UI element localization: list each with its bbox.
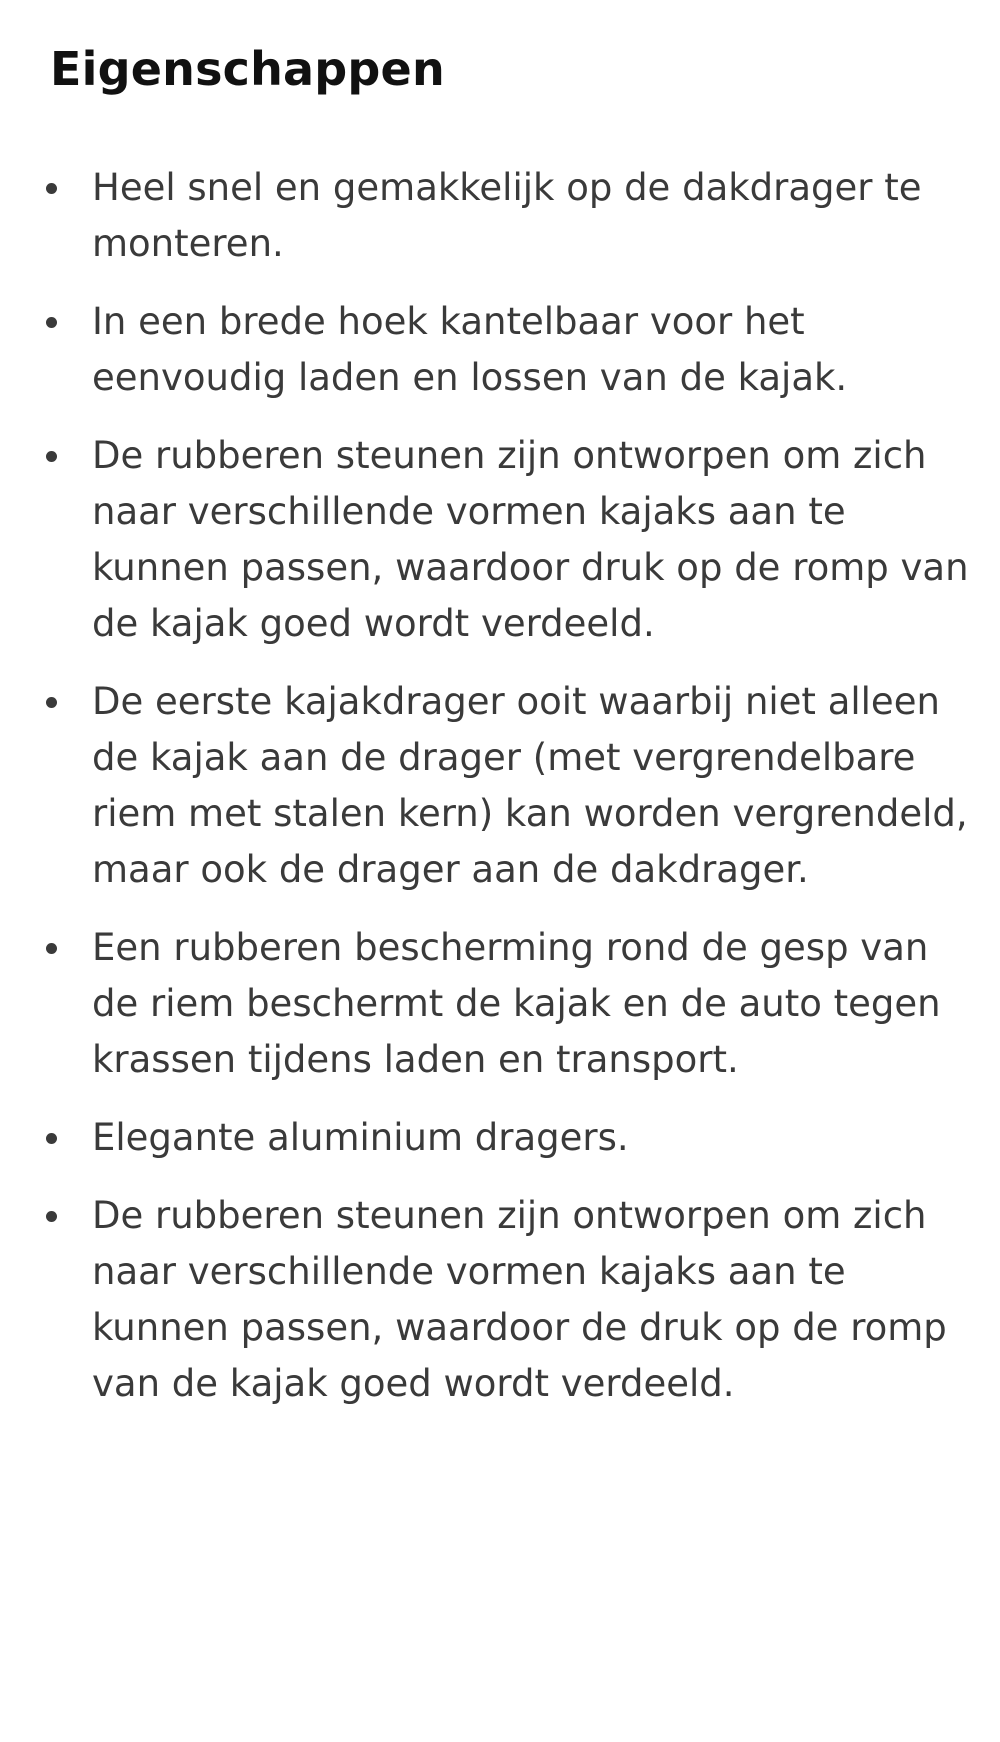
feature-item bbox=[50, 294, 982, 406]
feature-text: In een brede hoek kantelbaar voor het eenvoudig laden en lossen van de kajak. bbox=[92, 300, 848, 399]
feature-item bbox=[50, 674, 982, 898]
features-list bbox=[50, 160, 969, 1412]
bullet-icon bbox=[46, 317, 57, 328]
bullet-icon bbox=[46, 1133, 57, 1144]
feature-item bbox=[50, 1188, 982, 1412]
feature-item bbox=[50, 920, 982, 1088]
bullet-icon bbox=[46, 697, 57, 708]
bullet-icon bbox=[46, 183, 57, 194]
feature-text: De eerste kajakdrager ooit waarbij niet alleen de kajak aan de drager (met vergrendelbare riem met stalen kern) kan worden vergrendeld, maar ook de drager aan de dakdrager. bbox=[92, 680, 968, 891]
bullet-icon bbox=[46, 451, 57, 462]
bullet-icon bbox=[46, 943, 57, 954]
feature-item bbox=[50, 160, 982, 272]
feature-item bbox=[50, 1110, 982, 1166]
feature-text: De rubberen steunen zijn ontworpen om zich naar verschillende vormen kajaks aan te kunnen passen, waardoor druk op de romp van de kajak goed wordt verdeeld. bbox=[92, 434, 969, 645]
feature-text: De rubberen steunen zijn ontworpen om zich naar verschillende vormen kajaks aan te kunnen passen, waardoor de druk op de romp van de kajak goed wordt verdeeld. bbox=[92, 1194, 947, 1405]
section-title: Eigenschappen bbox=[50, 42, 445, 96]
bullet-icon bbox=[46, 1211, 57, 1222]
feature-item bbox=[50, 428, 982, 652]
feature-text: Elegante aluminium dragers. bbox=[92, 1116, 629, 1159]
feature-text: Een rubberen bescherming rond de gesp van de riem beschermt de kajak en de auto tegen krassen tijdens laden en transport. bbox=[92, 926, 941, 1081]
feature-text: Heel snel en gemakkelijk op de dakdrager te monteren. bbox=[92, 166, 922, 265]
